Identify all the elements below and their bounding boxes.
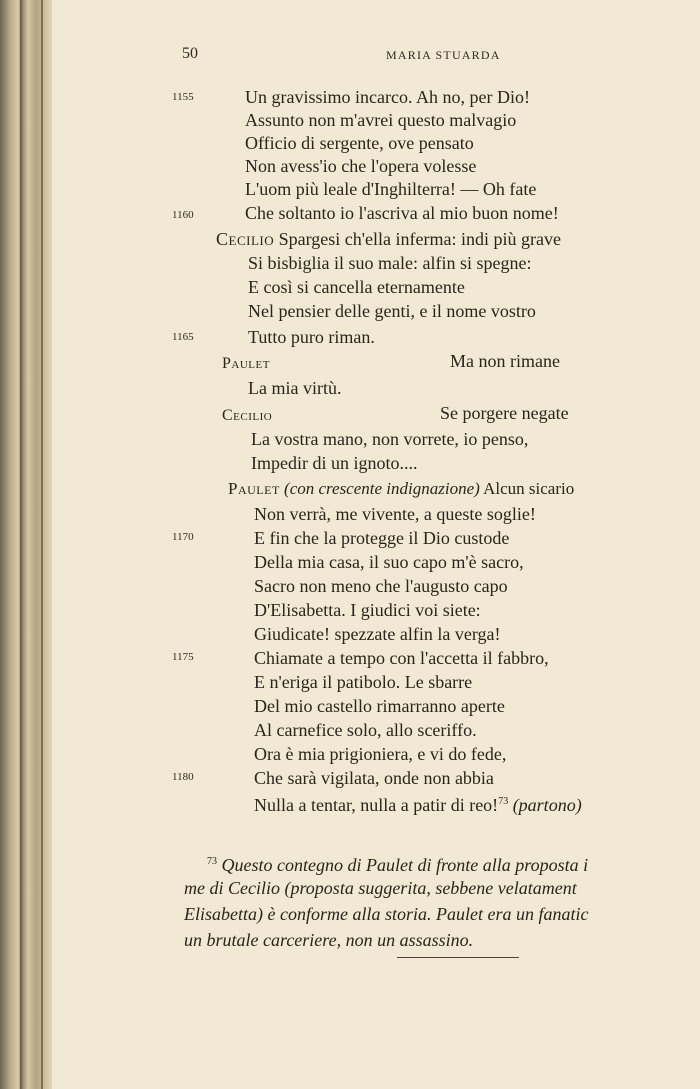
verse-line [254, 791, 582, 816]
line-number: 1165 [172, 331, 194, 343]
line-number: 1175 [172, 651, 194, 663]
book-edge [0, 0, 52, 1089]
verse-line: Ora è mia prigioniera, e vi do fede, [254, 744, 507, 764]
running-title: MARIA STUARDA [386, 48, 501, 62]
stage-direction: (partono) [512, 795, 582, 815]
footnote-line: Elisabetta) è conforme alla storia. Paulet era un fanatic [184, 904, 589, 924]
line-number: 1160 [172, 209, 194, 221]
verse-line: Che soltanto io l'ascriva al mio buon nome! [245, 203, 559, 223]
verse-text: Spargesi ch'ella inferma: indi più grave [278, 229, 561, 249]
verse-line: Impedir di un ignoto.... [251, 453, 418, 473]
footnote-ref: 73 [498, 796, 509, 807]
verse-line: Non avess'io che l'opera volesse [245, 156, 477, 176]
verse-line: La mia virtù. [248, 378, 342, 398]
stage-direction: (con crescente indignazione) [284, 479, 480, 498]
verse-line: Se porgere negate [440, 403, 569, 423]
speaker-name: Paulet [228, 479, 280, 498]
verse-line: Sacro non meno che l'augusto capo [254, 576, 508, 596]
verse-line: Al carnefice solo, allo sceriffo. [254, 720, 477, 740]
line-number: 1155 [172, 91, 194, 103]
page-number: 50 [182, 45, 198, 62]
verse-line: L'uom più leale d'Inghilterra! — Oh fate [245, 179, 537, 199]
page-edge-line [41, 0, 43, 1089]
speaker-name: Cecilio [222, 407, 273, 424]
speaker-line [228, 478, 574, 500]
verse-text: Alcun sicario [483, 479, 575, 498]
footnote-line: me di Cecilio (proposta suggerita, sebbene velatament [184, 878, 577, 898]
verse-line: Si bisbiglia il suo male: alfin si spegne: [248, 253, 532, 273]
verse-line: Non verrà, me vivente, a queste soglie! [254, 504, 536, 524]
verse-line: E fin che la protegge il Dio custode [254, 528, 510, 548]
line-number: 1170 [172, 531, 194, 543]
verse-line: Un gravissimo incarco. Ah no, per Dio! [245, 87, 530, 107]
footnote-line: un brutale carceriere, non un assassino. [184, 930, 474, 950]
verse-line: Assunto non m'avrei questo malvagio [245, 110, 517, 130]
verse-line: D'Elisabetta. I giudici voi siete: [254, 600, 481, 620]
verse-line: Tutto puro riman. [248, 327, 375, 347]
speaker-line [216, 228, 561, 250]
footnote-line [207, 850, 588, 877]
verse-line: Officio di sergente, ove pensato [245, 133, 474, 153]
verse-line: Della mia casa, il suo capo m'è sacro, [254, 552, 524, 572]
verse-line: E n'eriga il patibolo. Le sbarre [254, 672, 473, 692]
verse-line: Nel pensier delle genti, e il nome vostro [248, 301, 536, 321]
verse-line: Ma non rimane [450, 351, 560, 371]
verse-line: Chiamate a tempo con l'accetta il fabbro, [254, 648, 549, 668]
footnote-text: Questo contegno di Paulet di fronte alla proposta i [221, 855, 589, 875]
verse-line: Del mio castello rimarranno aperte [254, 696, 505, 716]
verse-line: Che sarà vigilata, onde non abbia [254, 768, 494, 788]
page-edge-line [20, 0, 22, 1089]
footnote-marker: 73 [207, 856, 217, 867]
verse-line: Giudicate! spezzate alfin la verga! [254, 624, 501, 644]
verse-text: Nulla a tentar, nulla a patir di reo! [254, 795, 499, 815]
verse-line: E così si cancella eternamente [248, 277, 465, 297]
end-rule [397, 957, 519, 958]
line-number: 1180 [172, 771, 194, 783]
speaker-name: Paulet [222, 355, 270, 372]
verse-line: La vostra mano, non vorrete, io penso, [251, 429, 529, 449]
speaker-name: Cecilio [216, 229, 275, 249]
